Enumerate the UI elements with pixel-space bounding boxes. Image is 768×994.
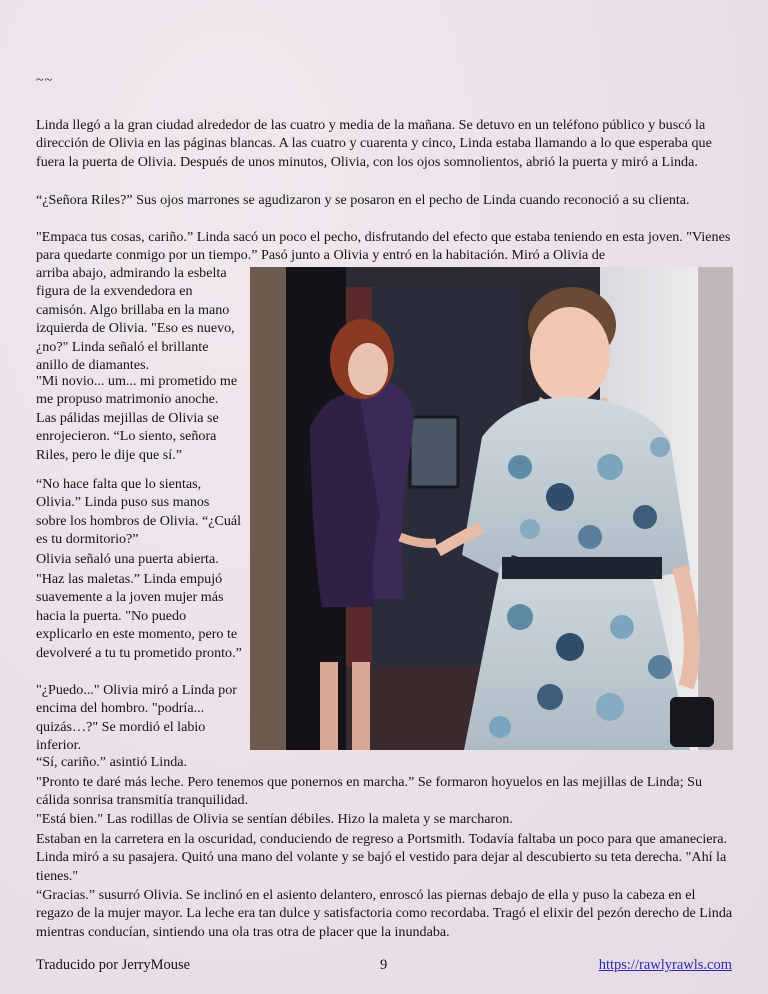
- wall-frame: [410, 417, 458, 487]
- paragraph-agree: “Sí, cariño.” asintió Linda.: [36, 754, 188, 770]
- paragraph-question: "¿Puedo..." Olivia miró a Linda por encima del hombro. "podría... quizás…?" Se mordió el labio inferior.: [36, 682, 237, 754]
- paragraph-fiance: "Mi novio... um... mi prometido me me propuso matrimonio anoche. Las pálidas mejillas de Olivia se enrojecieron. “Lo siento, señora Riles, pero le dije que sí.”: [36, 373, 238, 463]
- footer-translator: Traducido por JerryMouse: [36, 957, 191, 973]
- dress-belt: [502, 557, 662, 579]
- illustration: [250, 267, 733, 750]
- paragraph-door: Olivia señaló una puerta abierta.: [36, 551, 219, 567]
- paragraph-arrival: Linda llegó a la gran ciudad alrededor de las cuatro y media de la mañana. Se detuvo en un teléfono público y buscó la dirección de Olivia en las páginas blancas. A las cuatro y cuarenta y cinco, Linda estaba llamando a lo que esperaba que fuera la puerta de Olivia. Después de unos minutos, Olivia, con los ojos somnolientos, abrió la puerta y miró a Linda.: [36, 117, 712, 170]
- footer-url-link[interactable]: https://rawlyrawls.com: [598, 957, 732, 973]
- paragraph-pack-intro: "Empaca tus cosas, cariño.” Linda sacó un poco el pecho, disfrutando del efecto que estaba teniendo en esta joven. "Vienes para quedarte conmigo por un tiempo.” Pasó junto a Olivia y entró en la habitación. Miró a Olivia de: [36, 229, 731, 264]
- paragraph-recognition: “¿Señora Riles?” Sus ojos marrones se agudizaron y se posaron en el pecho de Linda cuando reconoció a su clienta.: [36, 192, 690, 208]
- paragraph-luggage: "Haz las maletas.” Linda empujó suavemente a la joven mujer más hacia la puerta. "No puedo explicarlo en este momento, pero te devolveré a tu tu prometido pronto.”: [36, 571, 242, 661]
- paragraph-milk-promise: "Pronto te daré más leche. Pero tenemos que ponernos en marcha.” Se formaron hoyuelos en las mejillas de Linda; Su cálida sonrisa transmitía tranquilidad.: [36, 774, 703, 809]
- paragraph-passenger: “Gracias.” susurró Olivia. Se inclinó en el asiento delantero, enroscó las piernas debajo de ella y puso la cabeza en el regazo de la mujer mayor. La leche era tan dulce y satisfactoria como recordaba. Tragó el elixir del pezón derecho de Linda mientras conducían, sintiendo una ola tras otra de placer que la inundaba.: [36, 887, 733, 940]
- handbag: [670, 697, 714, 747]
- paragraph-bedroom: “No hace falta que lo sientas, Olivia.” Linda puso sus manos sobre los hombros de Olivia. “¿Cuál es tu dormitorio?”: [36, 476, 242, 548]
- page-number: 9: [380, 957, 388, 973]
- paragraph-leave: "Está bien." Las rodillas de Olivia se sentían débiles. Hizo la maleta y se marcharon.: [36, 811, 513, 827]
- paragraph-road: Estaban en la carretera en la oscuridad, conduciendo de regreso a Portsmith. Todavía faltaba un poco para que amaneciera. Linda miró a su pasajera. Quitó una mano del volante y se bajó el vestido para dejar al descubierto su teta derecha. "Ahí la tienes.": [36, 831, 727, 884]
- paragraph-ring: arriba abajo, admirando la esbelta figura de la exvendedora en camisón. Algo brillaba en la mano izquierda de Olivia. "Eso es nuevo, ¿no?" Linda señaló el brillante anillo de diamantes.: [36, 265, 235, 374]
- door-frame-left: [250, 267, 286, 750]
- section-separator: ~~: [36, 73, 54, 88]
